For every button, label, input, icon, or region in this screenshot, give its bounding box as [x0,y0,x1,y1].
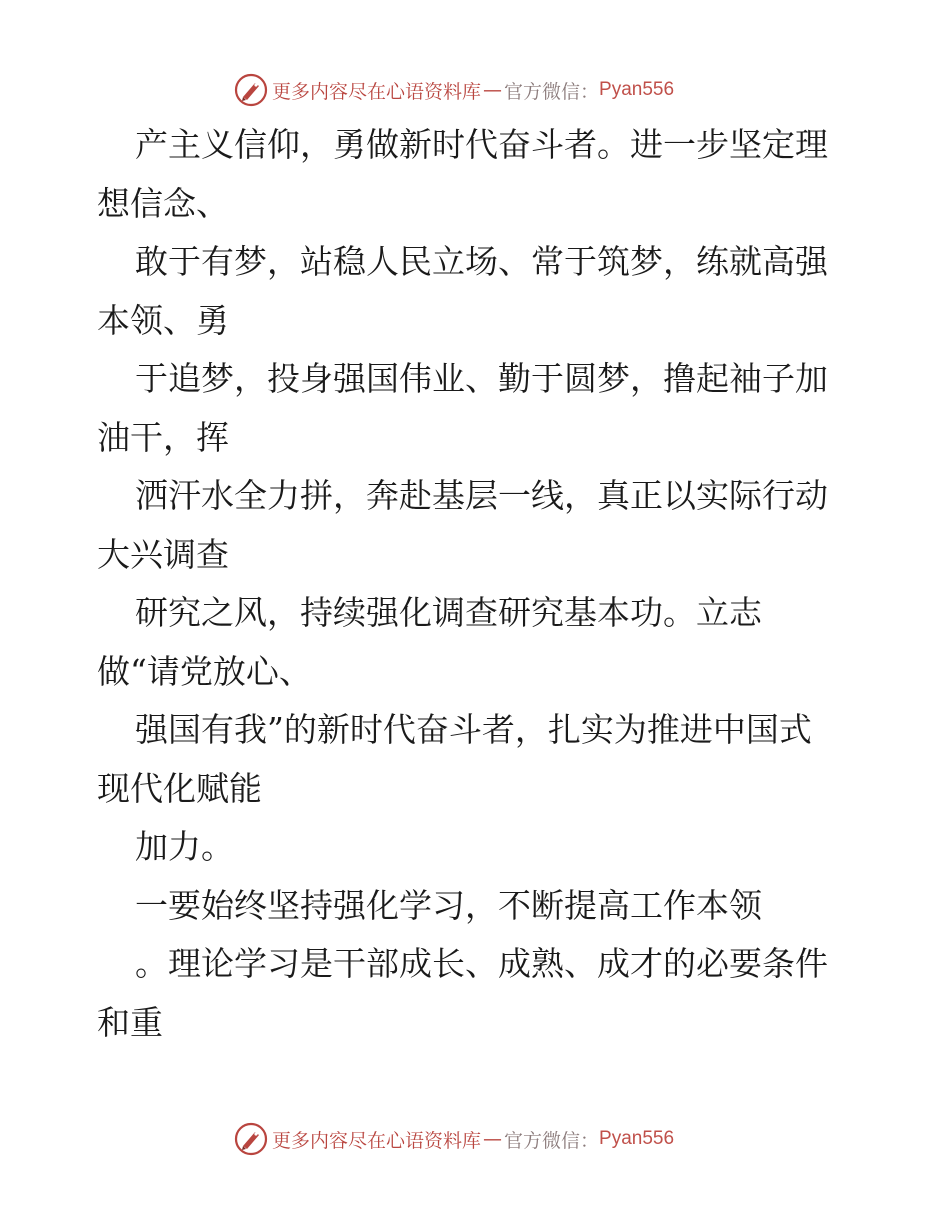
pen-nib-logo-icon [234,1122,268,1156]
document-body [97,116,857,1052]
text-line: 洒汗水全力拼，奔赴基层一线，真正以实际行动 [135,476,828,515]
footer-banner-text: 更多内容尽在心语资料库 [272,1129,482,1152]
text-line: 做“请党放心、 [97,651,312,691]
text-line: 研究之风，持续强化调查研究基本功。立志 [135,593,762,632]
footer-banner-separator: — [483,1128,503,1150]
text-line: 本领、勇 [97,300,229,340]
text-line: 敢于有梦，站稳人民立场、常于筑梦，练就高强 [135,242,828,281]
pen-nib-logo-icon [234,73,268,107]
header-banner-text: 更多内容尽在心语资料库 [272,80,482,103]
footer-banner [234,1122,754,1156]
text-line: 和重 [97,1002,163,1042]
header-banner-wechat-id: Pyan556 [599,79,675,100]
header-banner [234,73,754,107]
header-banner-label: 官方微信： [504,80,600,103]
text-line: 加力。 [135,827,234,866]
footer-banner-label: 官方微信： [504,1129,600,1152]
text-line: 。理论学习是干部成长、成熟、成才的必要条件 [135,944,828,983]
text-line: 强国有我”的新时代奋斗者，扎实为推进中国式 [135,710,812,749]
text-line: 一要始终坚持强化学习，不断提高工作本领 [135,885,762,925]
footer-banner-wechat-id: Pyan556 [599,1128,675,1149]
header-banner-separator: — [483,79,503,101]
text-line: 想信念、 [97,183,229,223]
text-line: 大兴调查 [97,534,229,574]
text-line: 于追梦，投身强国伟业、勤于圆梦，撸起袖子加 [135,359,828,398]
text-line: 产主义信仰，勇做新时代奋斗者。进一步坚定理 [135,125,828,164]
text-line: 现代化赋能 [97,768,262,808]
text-line: 油干，挥 [97,417,229,457]
